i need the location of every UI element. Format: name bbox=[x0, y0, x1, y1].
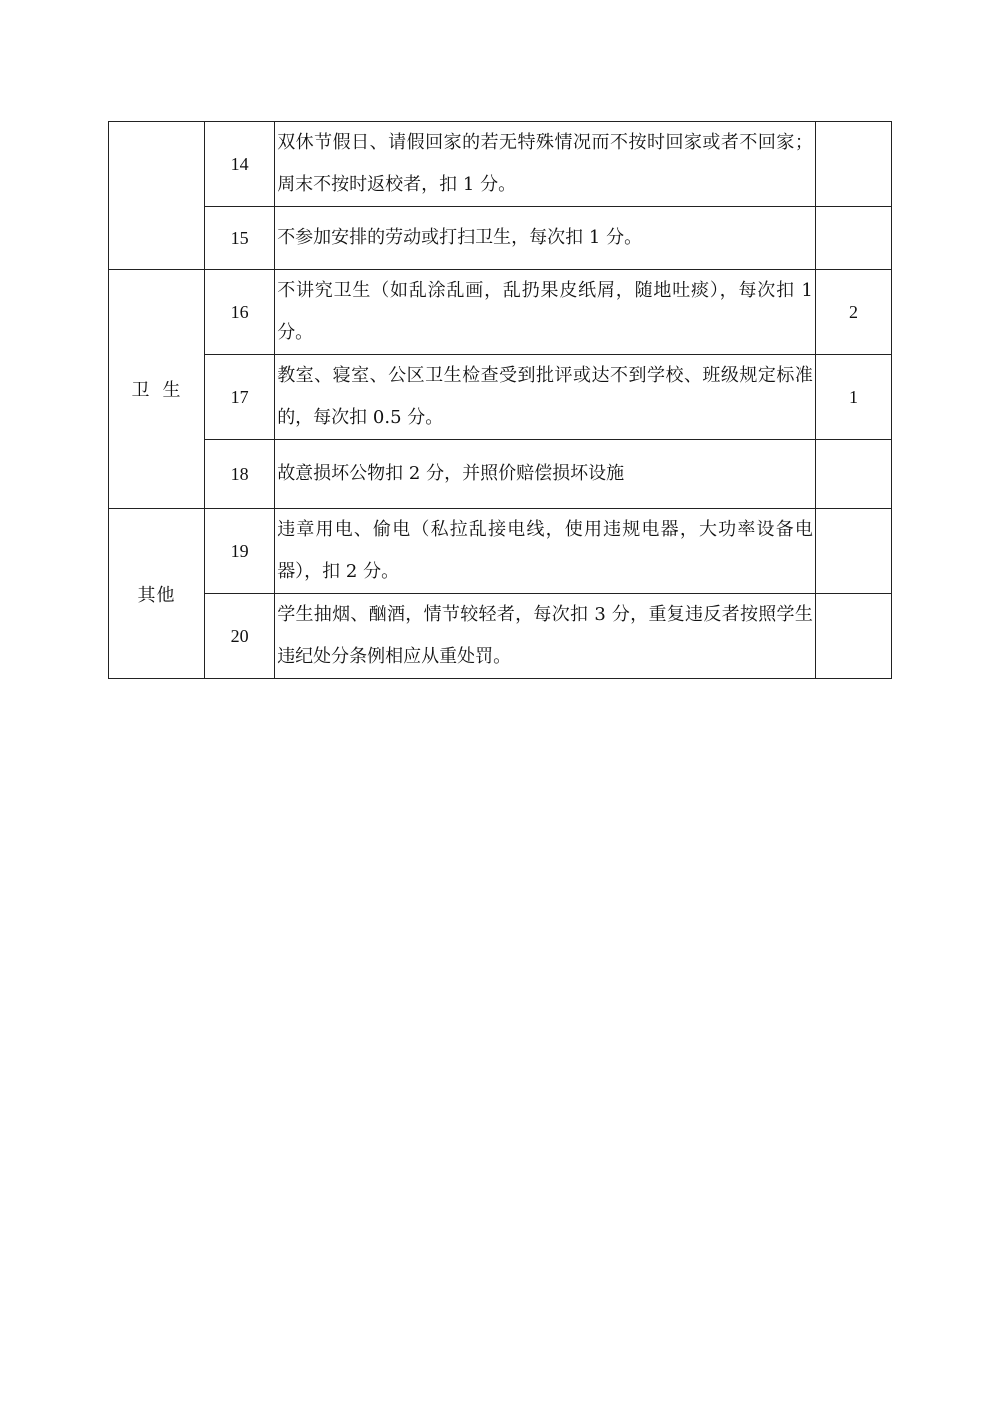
item-description: 不参加安排的劳动或打扫卫生，每次扣 1 分。 bbox=[275, 207, 816, 270]
item-description: 违章用电、偷电（私拉乱接电线，使用违规电器，大功率设备电器），扣 2 分。 bbox=[275, 509, 816, 594]
category-cell: 其他 bbox=[109, 509, 205, 679]
table-row bbox=[109, 355, 892, 440]
item-score bbox=[815, 594, 891, 679]
category-cell bbox=[109, 122, 205, 270]
item-description: 不讲究卫生（如乱涂乱画，乱扔果皮纸屑，随地吐痰），每次扣 1 分。 bbox=[275, 270, 816, 355]
item-number: 17 bbox=[205, 355, 275, 440]
item-score bbox=[815, 509, 891, 594]
table-row bbox=[109, 594, 892, 679]
item-number: 20 bbox=[205, 594, 275, 679]
item-description: 双休节假日、请假回家的若无特殊情况而不按时回家或者不回家；周末不按时返校者，扣 1 分。 bbox=[275, 122, 816, 207]
category-label-part1: 卫 bbox=[131, 380, 151, 401]
rules-table bbox=[108, 121, 892, 679]
item-description: 学生抽烟、酗酒，情节较轻者，每次扣 3 分，重复违反者按照学生违纪处分条例相应从重处罚。 bbox=[275, 594, 816, 679]
category-label-part2: 生 bbox=[162, 380, 182, 401]
item-score bbox=[815, 440, 891, 509]
item-description: 故意损坏公物扣 2 分，并照价赔偿损坏设施 bbox=[275, 440, 816, 509]
table-row bbox=[109, 122, 892, 207]
table-row bbox=[109, 509, 892, 594]
item-score bbox=[815, 207, 891, 270]
item-score bbox=[815, 122, 891, 207]
item-description: 教室、寝室、公区卫生检查受到批评或达不到学校、班级规定标准的，每次扣 0.5 分。 bbox=[275, 355, 816, 440]
item-number: 19 bbox=[205, 509, 275, 594]
item-score: 1 bbox=[815, 355, 891, 440]
item-number: 18 bbox=[205, 440, 275, 509]
item-number: 14 bbox=[205, 122, 275, 207]
table-row bbox=[109, 270, 892, 355]
category-cell bbox=[109, 270, 205, 509]
item-score: 2 bbox=[815, 270, 891, 355]
table-row bbox=[109, 440, 892, 509]
item-number: 16 bbox=[205, 270, 275, 355]
item-number: 15 bbox=[205, 207, 275, 270]
table-row bbox=[109, 207, 892, 270]
